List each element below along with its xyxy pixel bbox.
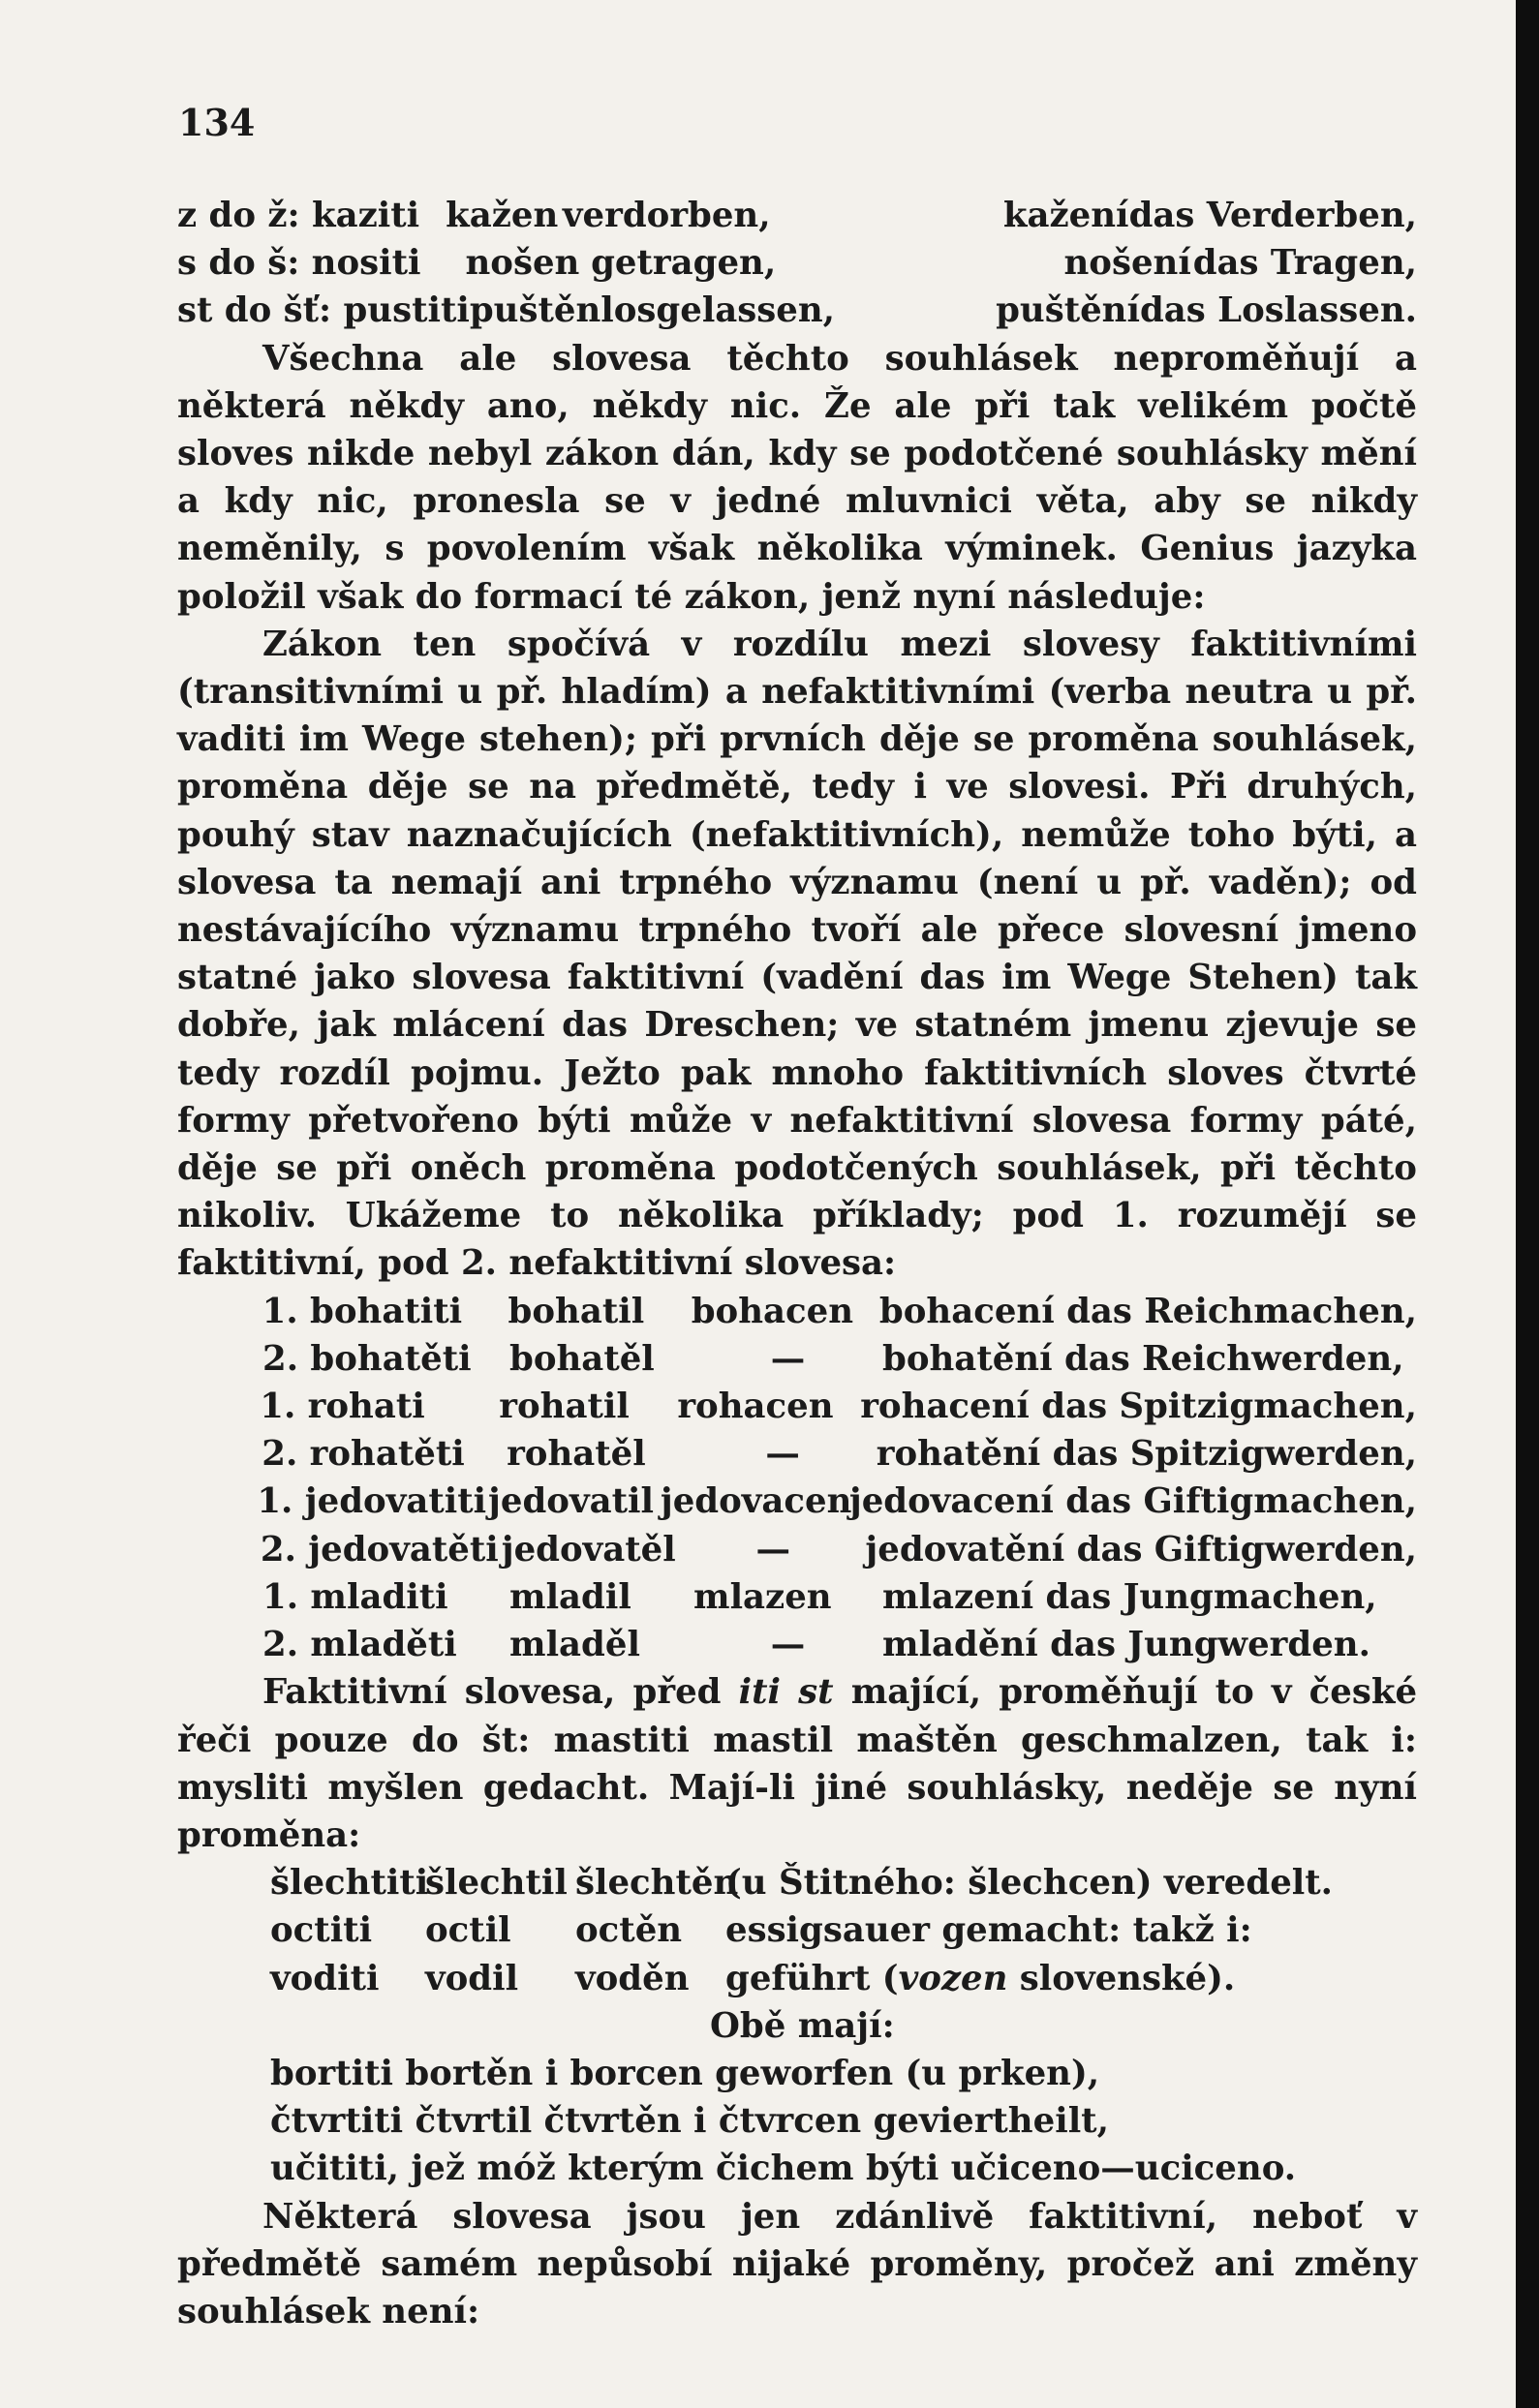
table-row: 2. jedovatěti jedovatěl — jedovatění das Giftigwerden, [260,1529,1417,1570]
example-line: čtvrtiti čtvrtil čtvrtěn i čtvrcen geviertheilt, [270,2101,1109,2142]
paragraph-2: Zákon ten spočívá v rozdílu mezi slovesy faktitivními (transitivními u př. hladím) a nefaktitivními (verba neutra u př. vaditi im Wege stehen); při prvních děje se proměna souhlásek, proměna děje se na předmětě, tedy i ve slovesi. Při druhých, pouhý stav naznačujících (nefaktitivních), nemůže toho býti, a slovesa ta nemají ani trpného významu (není u př. vaděn); od nestávajícího významu trpného tvoří ale přece slovesní jmeno statné jako slovesa faktitivní (vadění das im Wege Stehen) tak dobře, jak mlácení das Dreschen; ve statném jmenu zjevuje se tedy rozdíl pojmu. Ježto pak mnoho faktitivních sloves čtvrté formy přetvořeno býti může v nefaktitivní slovesa formy páté, děje se při oněch proměna podotčených souhlásek, při těchto nikoliv. Ukážeme to několika příklady; pod 1. rozumějí se faktitivní, pod 2. nefaktitivní slovesa: [177,624,1417,1284]
table-row: 2. mladěti mladěl — mladění das Jungwerden. [262,1625,1370,1665]
example-line: voditi vodil voděn geführt (vozen slovenské). [270,1958,1236,1998]
example-line-z: z do ž: kaziti kažen verdorben, kažení das Verderben, [177,196,1417,235]
example-line: bortiti bortěn i borcen geworfen (u prken), [270,2053,1100,2093]
table-row: 1. mladiti mladil mlazen mlazení das Jungmachen, [262,1576,1377,1617]
example-line: šlechtiti šlechtil šlechtěn (u Štitného: šlechcen) veredelt. [270,1863,1334,1904]
both-have-line: Obě mají: [710,2005,895,2046]
table-row: 2. bohatěti bohatěl — bohatění das Reichwerden, [262,1338,1404,1379]
paragraph-3: Faktitivní slovesa, před iti st mající, proměňují to v české řeči pouze do št: mastiti mastil maštěn geschmalzen, tak i: mysliti myšlen gedacht. Mají-li jiné souhlásky, neděje se nyní proměna: [177,1672,1418,1855]
table-row: 1. rohati rohatil rohacen rohacení das Spitzigmachen, [260,1387,1417,1427]
example-line: octiti octil octěn essigsauer gemacht: takž i: [270,1910,1252,1951]
example-table [177,1288,1417,1669]
page-text [177,192,1417,2335]
table-row: 2. rohatěti rohatěl — rohatění das Spitzigwerden, [262,1434,1418,1475]
table-row: 1. bohatiti bohatil bohacen bohacení das Reichmachen, [262,1291,1417,1331]
example-line: učititi, jež móž kterým čichem býti učiceno—uciceno. [270,2149,1297,2189]
example-line-s: s do š: nositi nošen getragen, nošení das Tragen, [177,243,1417,284]
table-row: 1. jedovatiti jedovatil jedovacen jedovacení das Giftigmachen, [257,1481,1417,1522]
page-number: 134 [178,101,256,144]
paragraph-4: Některá slovesa jsou jen zdánlivě faktitivní, neboť v předmětě samém nepůsobí nijaké proměny, pročež ani změny souhlásek není: [177,2196,1417,2332]
paragraph-1: Všechna ale slovesa těchto souhlásek neproměňují a některá někdy ano, někdy nic. Že ale při tak velikém počtě sloves nikde nebyl zákon dán, kdy se podotčené souhlásky mění a kdy nic, pronesla se v jedné mluvnici věta, aby se nikdy neměnily, s povolením však několika výminek. Genius jazyka položil však do formací té zákon, jenž nyní následuje: [177,338,1417,617]
example-line-st: st do šť: pustiti puštěn losgelassen, puštění das Loslassen. [177,290,1417,331]
